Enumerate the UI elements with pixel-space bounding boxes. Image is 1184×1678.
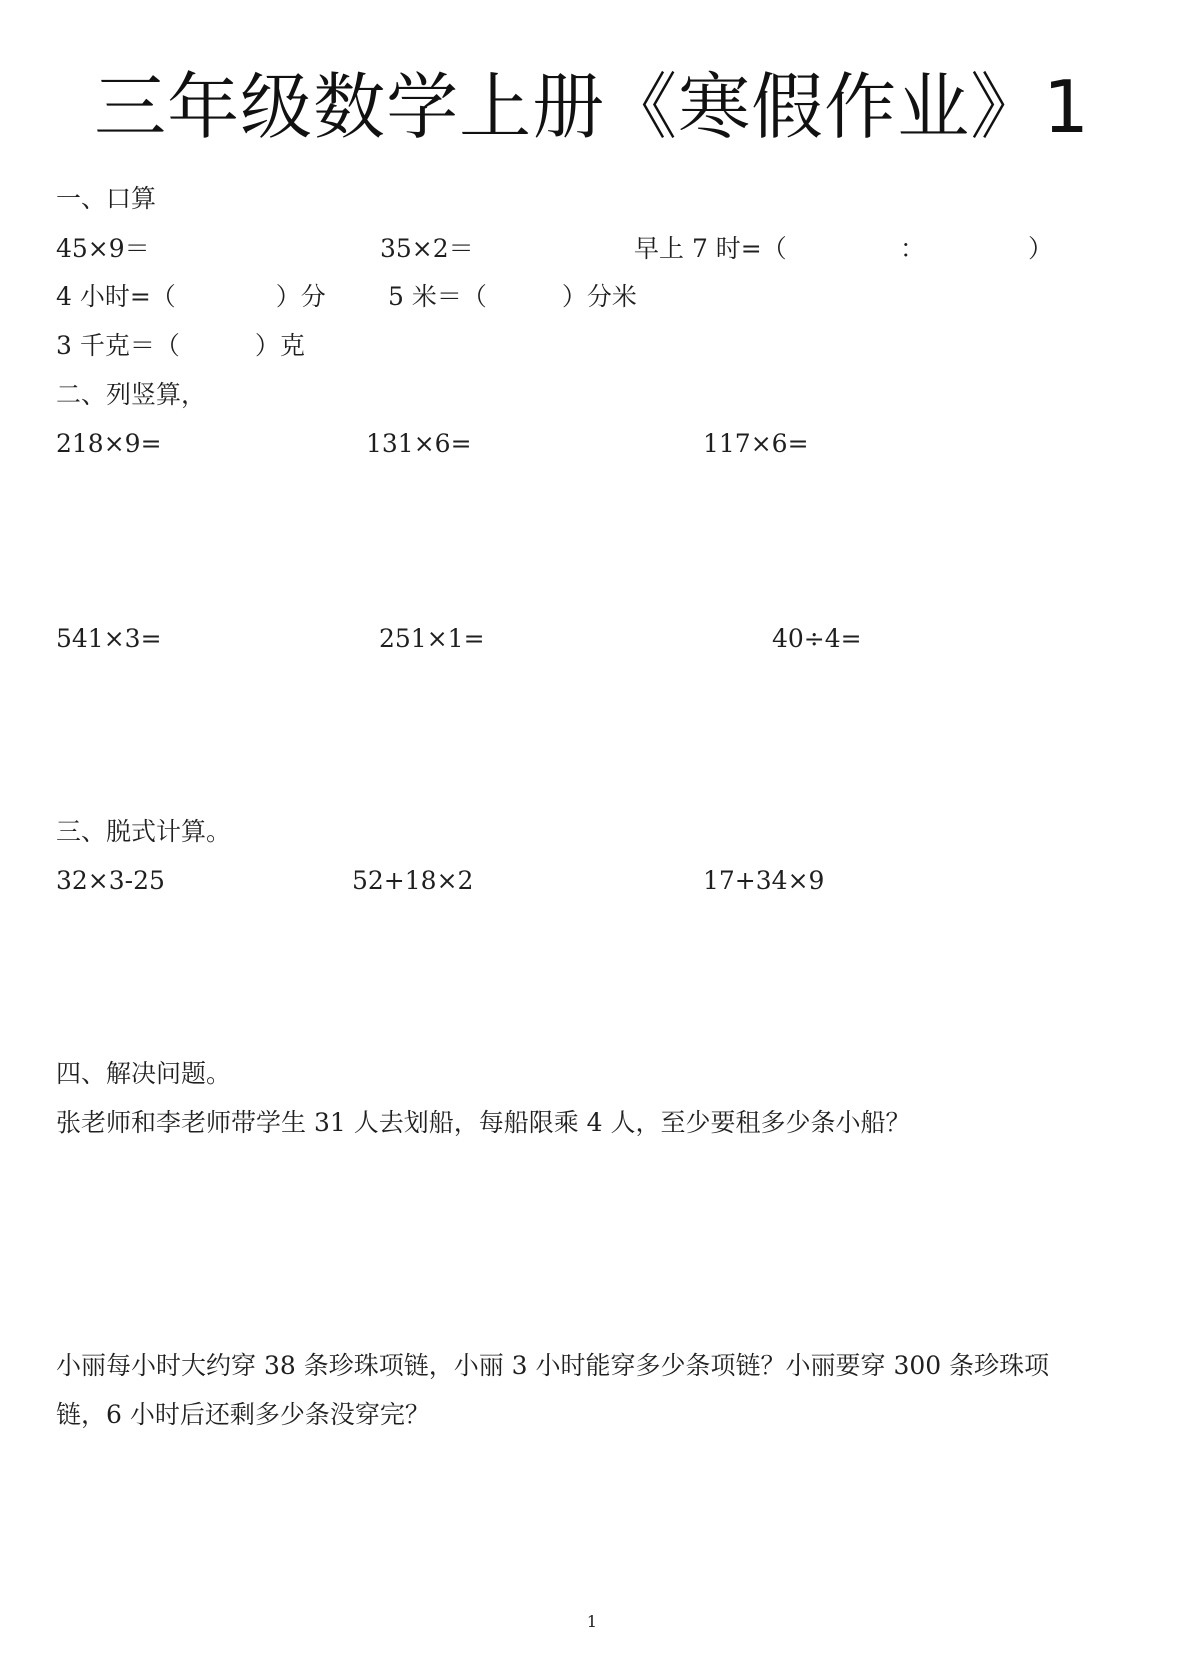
page-number: 1 — [586, 1612, 598, 1631]
vertical-calc-item: 131×6= — [366, 429, 472, 458]
vertical-calc-item: 541×3= — [56, 624, 162, 653]
mental-math-item: 5 米＝（ ）分米 — [388, 282, 637, 311]
vertical-calc-item: 40÷4= — [772, 624, 862, 653]
step-calc-item: 52+18×2 — [352, 866, 474, 895]
step-calc-item: 32×3-25 — [56, 866, 165, 895]
section-heading-vertical-calc: 二、列竖算， — [56, 380, 207, 409]
page-title: 三年级数学上册《寒假作业》1 — [94, 65, 1090, 149]
vertical-calc-item: 251×1= — [379, 624, 485, 653]
section-heading-step-calc: 三、脱式计算。 — [56, 817, 232, 846]
vertical-calc-item: 117×6= — [703, 429, 809, 458]
section-heading-mental-math: 一、口算 — [56, 184, 157, 213]
word-problem-1: 张老师和李老师带学生 31 人去划船，每船限乘 4 人，至少要租多少条小船？ — [56, 1108, 911, 1137]
word-problem-2-line2: 链，6 小时后还剩多少条没穿完？ — [56, 1400, 430, 1429]
mental-math-item: 35×2＝ — [380, 234, 474, 263]
section-heading-word-problems: 四、解决问题。 — [56, 1059, 232, 1088]
step-calc-item: 17+34×9 — [703, 866, 825, 895]
mental-math-item: 4 小时=（ ）分 — [56, 282, 326, 311]
vertical-calc-item: 218×9= — [56, 429, 162, 458]
mental-math-item: 45×9＝ — [56, 234, 150, 263]
word-problem-2-line1: 小丽每小时大约穿 38 条珍珠项链，小丽 3 小时能穿多少条项链？小丽要穿 300 条珍珠项 — [56, 1351, 1050, 1380]
mental-math-item: 早上 7 时=（ — [634, 234, 787, 263]
mental-math-item: 3 千克＝（ ）克 — [56, 331, 305, 360]
closing-paren: ） — [1028, 234, 1054, 263]
time-colon: ： — [900, 234, 926, 263]
